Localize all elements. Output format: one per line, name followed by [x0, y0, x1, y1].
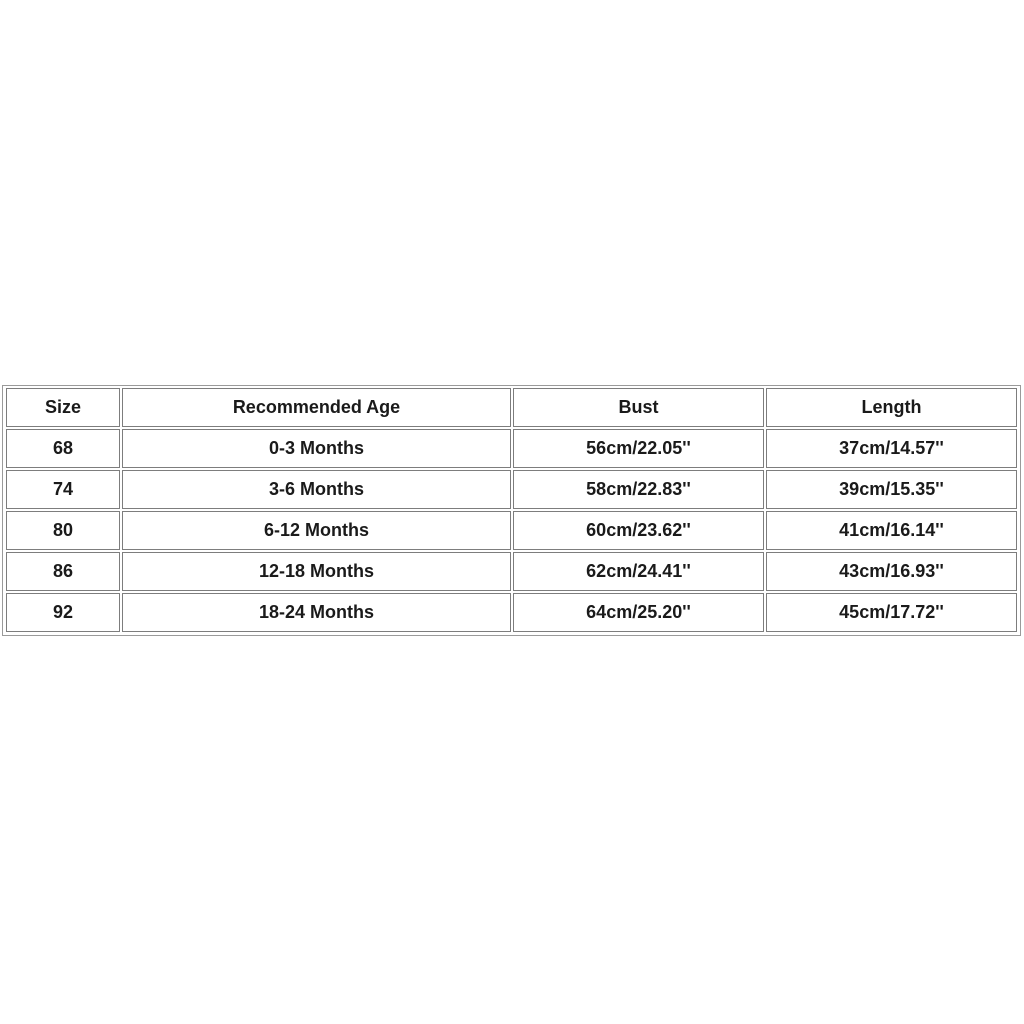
bust-cell: 58cm/22.83'' [513, 470, 764, 509]
length-cell: 43cm/16.93'' [766, 552, 1017, 591]
table-row [5, 510, 1018, 551]
header-bust: Bust [513, 388, 764, 427]
size-cell: 92 [6, 593, 120, 632]
age-cell: 0-3 Months [122, 429, 511, 468]
size-cell: 86 [6, 552, 120, 591]
table-row [5, 592, 1018, 633]
bust-cell: 64cm/25.20'' [513, 593, 764, 632]
table-row [5, 551, 1018, 592]
bust-cell: 62cm/24.41'' [513, 552, 764, 591]
length-cell: 45cm/17.72'' [766, 593, 1017, 632]
age-cell: 3-6 Months [122, 470, 511, 509]
length-cell: 39cm/15.35'' [766, 470, 1017, 509]
age-cell: 6-12 Months [122, 511, 511, 550]
header-recommended-age: Recommended Age [122, 388, 511, 427]
size-cell: 74 [6, 470, 120, 509]
length-cell: 37cm/14.57'' [766, 429, 1017, 468]
table-row [5, 469, 1018, 510]
header-length: Length [766, 388, 1017, 427]
bust-cell: 60cm/23.62'' [513, 511, 764, 550]
size-cell: 80 [6, 511, 120, 550]
age-cell: 18-24 Months [122, 593, 511, 632]
size-chart-table [2, 385, 1021, 636]
size-cell: 68 [6, 429, 120, 468]
table-row [5, 428, 1018, 469]
table-header-row [5, 387, 1018, 428]
age-cell: 12-18 Months [122, 552, 511, 591]
length-cell: 41cm/16.14'' [766, 511, 1017, 550]
bust-cell: 56cm/22.05'' [513, 429, 764, 468]
header-size: Size [6, 388, 120, 427]
